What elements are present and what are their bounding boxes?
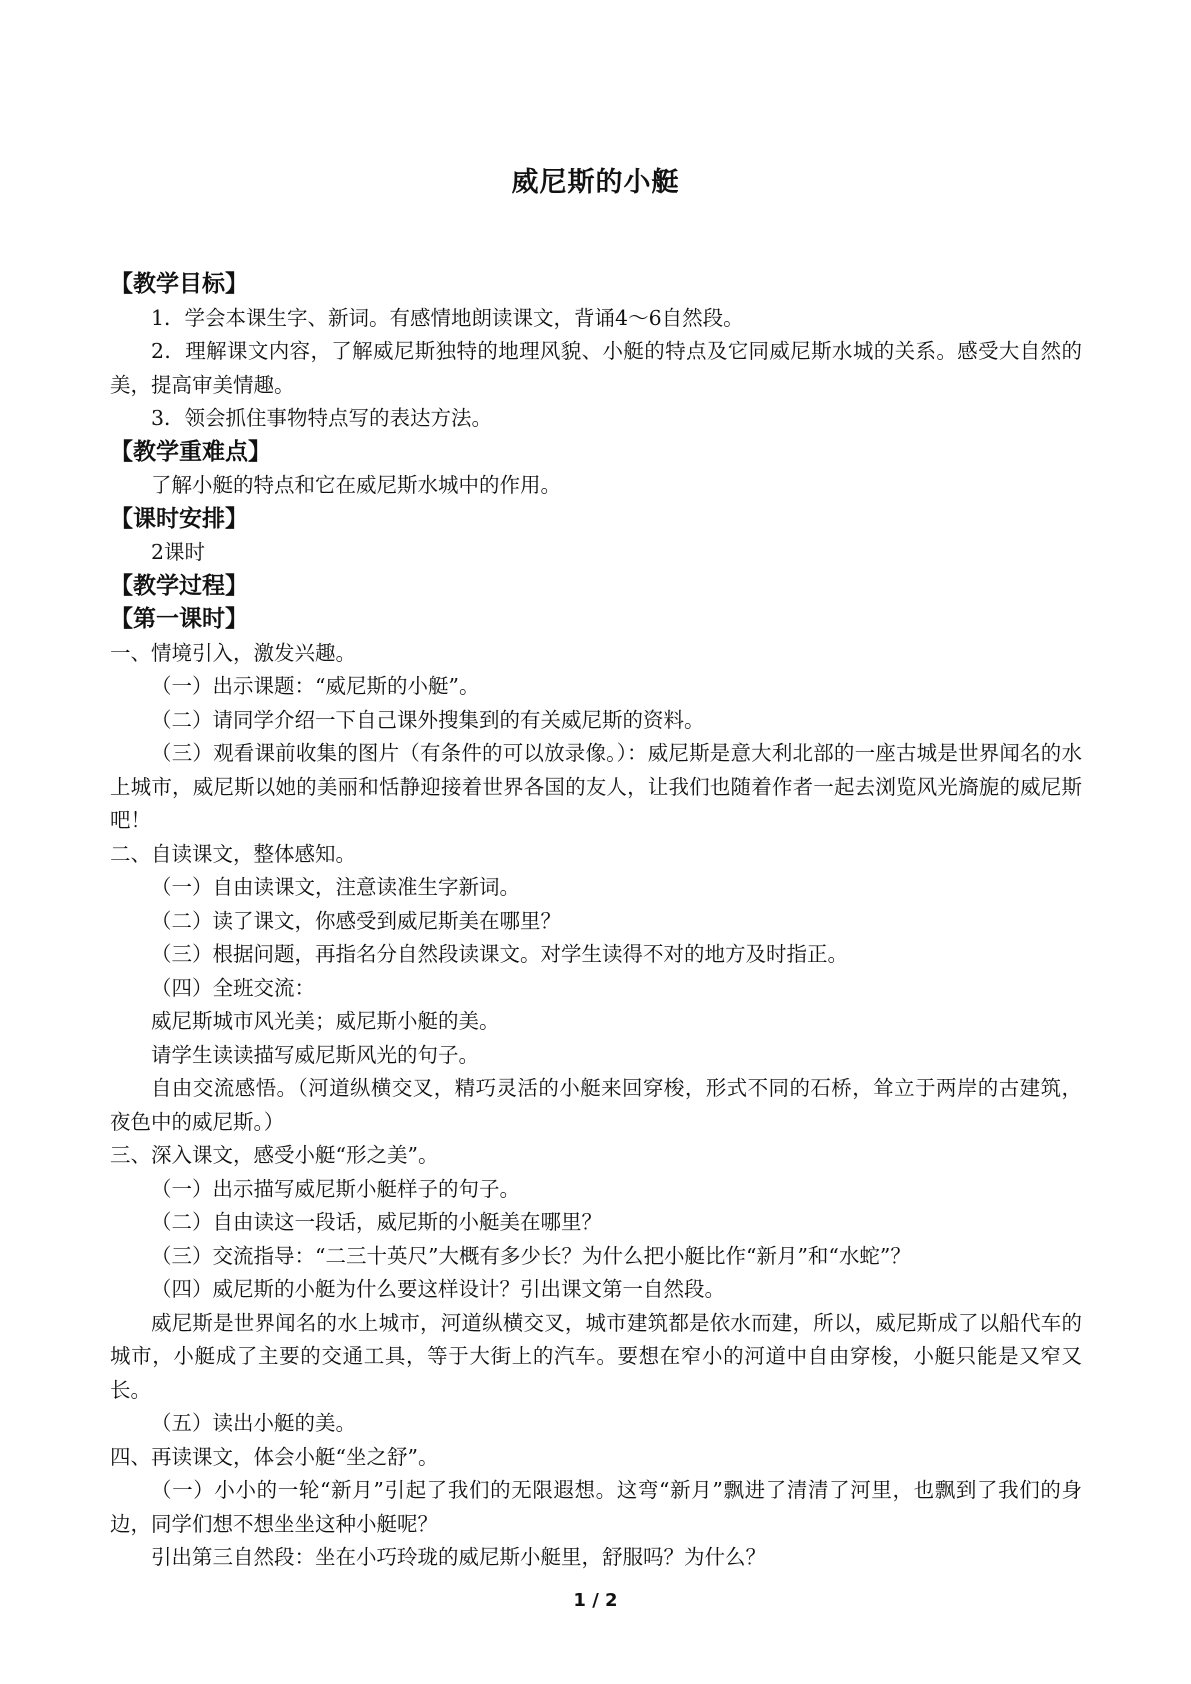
part3-item-5: 威尼斯是世界闻名的水上城市，河道纵横交叉，城市建筑都是依水而建，所以，威尼斯成了以船代车的城市，小艇成了主要的交通工具，等于大街上的汽车。要想在窄小的河道中自由穿梭，小艇只能是又窄又长。 <box>110 1310 1082 1402</box>
part1-item-2: （二）请同学介绍一下自己课外搜集到的有关威尼斯的资料。 <box>151 707 705 732</box>
part2-item-7: 自由交流感悟。（河道纵横交叉，精巧灵活的小艇来回穿梭，形式不同的石桥，耸立于两岸的古建筑，夜色中的威尼斯。） <box>110 1076 1082 1134</box>
goal-item-3: 3．领会抓住事物特点写的表达方法。 <box>151 406 493 430</box>
part4-item-1: （一）小小的一轮“新月”引起了我们的无限遐想。这弯“新月”飘进了清清了河里，也飘到了我们的身边，同学们想不想坐坐这种小艇呢？ <box>110 1478 1082 1536</box>
part4-item-2: 引出第三自然段：坐在小巧玲珑的威尼斯小艇里，舒服吗？为什么？ <box>151 1545 766 1569</box>
part3-item-3: （三）交流指导：“二三十英尺”大概有多少长？为什么把小艇比作“新月”和“水蛇”？ <box>151 1243 911 1268</box>
part2-item-1: （一）自由读课文，注意读准生字新词。 <box>151 875 520 899</box>
page-number: 1 / 2 <box>573 1590 618 1611</box>
part4-title: 四、再读课文，体会小艇“坐之舒”。 <box>110 1444 439 1469</box>
part3-item-4: （四）威尼斯的小艇为什么要这样设计？引出课文第一自然段。 <box>151 1277 725 1301</box>
part2-item-3: （三）根据问题，再指名分自然段读课文。对学生读得不对的地方及时指正。 <box>151 942 848 966</box>
part3-item-2: （二）自由读这一段话，威尼斯的小艇美在哪里？ <box>151 1210 602 1234</box>
part2-item-4: （四）全班交流： <box>151 975 315 1000</box>
part2-item-2: （二）读了课文，你感受到威尼斯美在哪里？ <box>151 908 561 933</box>
section-heading-lesson1: 【第一课时】 <box>110 606 248 632</box>
key-points-text: 了解小艇的特点和它在威尼斯水城中的作用。 <box>151 473 561 497</box>
goal-item-1: 1．学会本课生字、新词。有感情地朗读课文，背诵4～6自然段。 <box>151 305 744 330</box>
document-body <box>110 268 1082 1575</box>
part2-item-5: 威尼斯城市风光美；威尼斯小艇的美。 <box>151 1009 500 1033</box>
part1-item-3: （三）观看课前收集的图片（有条件的可以放录像。）：威尼斯是意大利北部的一座古城是世界闻名的水上城市，威尼斯以她的美丽和恬静迎接着世界各国的友人，让我们也随着作者一起去浏览风光旖旎的威尼斯吧！ <box>110 741 1082 832</box>
part2-item-6: 请学生读读描写威尼斯风光的句子。 <box>151 1042 479 1067</box>
part1-item-1: （一）出示课题：“威尼斯的小艇”。 <box>151 674 480 698</box>
section-heading-process: 【教学过程】 <box>110 572 248 599</box>
document-title: 威尼斯的小艇 <box>511 167 680 198</box>
part3-item-1: （一）出示描写威尼斯小艇样子的句子。 <box>151 1176 520 1201</box>
part2-title: 二、自读课文，整体感知。 <box>110 841 356 866</box>
goal-item-2: 2．理解课文内容，了解威尼斯独特的地理风貌、小艇的特点及它同威尼斯水城的关系。感受大自然的美，提高审美情趣。 <box>110 339 1082 397</box>
part3-title: 三、深入课文，感受小艇“形之美”。 <box>110 1143 439 1167</box>
section-heading-schedule: 【课时安排】 <box>110 505 248 532</box>
part3-item-6: （五）读出小艇的美。 <box>151 1411 356 1435</box>
part1-title: 一、情境引入，激发兴趣。 <box>110 640 356 665</box>
section-heading-goals: 【教学目标】 <box>110 271 248 297</box>
section-heading-key-points: 【教学重难点】 <box>110 438 271 465</box>
schedule-text: 2课时 <box>151 540 206 564</box>
